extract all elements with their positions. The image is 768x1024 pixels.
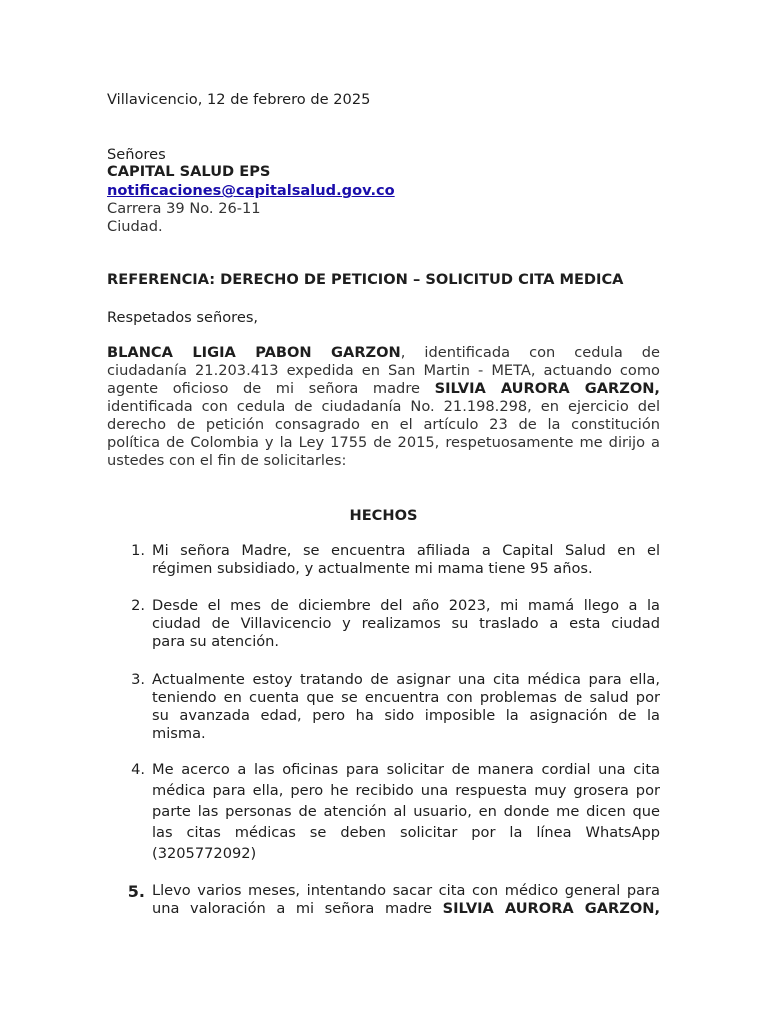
petitioner-name: BLANCA LIGIA PABON GARZON (107, 344, 401, 361)
greeting: Respetados señores, (107, 309, 259, 326)
email-link[interactable]: notificaciones@capitalsalud.gov.co (107, 182, 395, 199)
document-page: Villavicencio, 12 de febrero de 2025 Señores CAPITAL SALUD EPS notificaciones@capitalsalud.gov.co Carrera 39 No. 26-11 Ciudad. REFERENCIA: DERECHO DE PETICION – SOLICITUD CITA MEDICA Respetados señores, BLANCA LIGIA PABON GARZON, identificada con cedula de ciudadanía 21.203.413 expedida en San Martin - META, actuando como agente oficioso de mi señora madre SILVIA AURORA GARZON, identificada con cedula de ciudadanía No. 21.198.298, en ejercicio del derecho de petición consagrado en el artículo 23 de la constitución política de Colombia y la Ley 1755 de 2015, respetuosamente me dirijo a ustedes con el fin de solicitarles: HECHOS 1. Mi señora Madre, se encuentra afiliada a Capital Salud en el régimen subsidiado, y actualmente mi mama tiene 95 años. 2. Desde el mes de diciembre del año 2023, mi mamá llego a la ciudad de Villavicencio y realizamos su traslado a esta ciudad para su atención. 3. Actualmente estoy tratando de asignar una cita médica para ella, teniendo en cuenta que se encuentra con problemas de salud por su avanzada edad, pero ha sido imposible la asignación de la misma. 4. Me acerco a las oficinas para solicitar de manera cordial una cita médica para ella, pero he recibido una respuesta muy grosera por parte las personas de atención al usuario, en donde me dicen que las citas médicas se deben solicitar por la línea WhatsApp (3205772092) 5. Llevo varios meses, intentando sacar cita con médico general para una valoración a mi señora madre SILVIA AURORA GARZON, (107, 91, 660, 917)
city-line: Ciudad. (107, 218, 163, 235)
address-line: Carrera 39 No. 26-11 (107, 200, 261, 217)
mother-name: SILVIA AURORA GARZON, (442, 900, 660, 917)
intro-paragraph: BLANCA LIGIA PABON GARZON, identificada con cedula de ciudadanía 21.203.413 expedida en San Martin - META, actuando como agente oficioso de mi señora madre SILVIA AURORA GARZON, identificada con cedula de ciudadanía No. 21.198.298, en ejercicio del derecho de petición consagrado en el artículo 23 de la constitución política de Colombia y la Ley 1755 de 2015, respetuosamente me dirijo a ustedes con el fin de solicitarles: (107, 344, 660, 469)
date-line: Villavicencio, 12 de febrero de 2025 (107, 91, 371, 108)
section-title: HECHOS (349, 507, 418, 524)
salutation: Señores (107, 146, 166, 163)
company-name: CAPITAL SALUD EPS (107, 163, 271, 180)
reference-line: REFERENCIA: DERECHO DE PETICION – SOLICITUD CITA MEDICA (107, 271, 624, 288)
mother-name: SILVIA AURORA GARZON, (434, 380, 660, 397)
